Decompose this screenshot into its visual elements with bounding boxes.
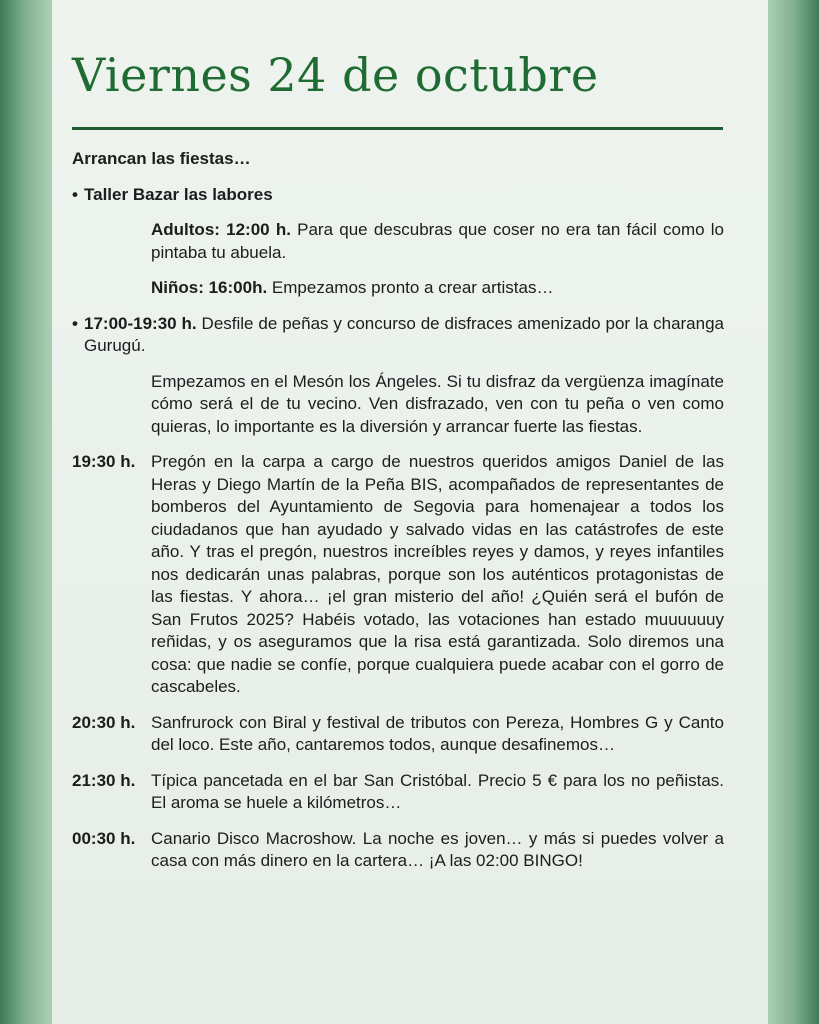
desfile-item: [72, 313, 724, 358]
taller-label: Taller Bazar las labores: [84, 184, 273, 204]
intro-text: Arrancan las fiestas…: [72, 149, 251, 168]
schedule-entry-2030: [72, 712, 724, 757]
taller-ninos: [72, 277, 724, 300]
schedule-entry-1930: [72, 451, 724, 699]
desfile-detail: Empezamos en el Mesón los Ángeles. Si tu disfraz da vergüenza imagínate cómo será el de tu vecino. Ven disfrazado, ven con tu peña o ven como quieras, lo importante es la diversión y arrancar fuerte las fiestas.: [151, 371, 724, 436]
schedule-entry-2130: [72, 770, 724, 815]
ninos-text: Empezamos pronto a crear artistas…: [267, 278, 554, 297]
ninos-label: Niños: 16:00h.: [151, 278, 268, 297]
program-page: [52, 0, 768, 1024]
adultos-text: Para que descubras que coser no era tan fácil como lo pintaba tu abuela.: [151, 220, 724, 262]
entry-text: Sanfrurock con Biral y festival de tributos con Pereza, Hombres G y Canto del loco. Este año, cantaremos todos, aunque desafinemos…: [151, 712, 724, 754]
title-divider: [72, 127, 723, 130]
entry-time: 20:30 h.: [72, 712, 136, 732]
desfile-text: 17:00-19:30 h. Desfile de peñas y concurso de disfraces amenizado por la charanga Gurugú.: [84, 313, 725, 355]
entry-time: 21:30 h.: [72, 770, 136, 790]
bullet-icon: •: [72, 313, 78, 333]
taller-item: [72, 184, 724, 207]
schedule-entry-0030: [72, 828, 724, 873]
program-content: [72, 148, 724, 873]
desfile-time: 17:00-19:30 h.: [84, 313, 197, 333]
taller-adultos: [72, 219, 724, 264]
adultos-label: Adultos: 12:00 h.: [151, 220, 291, 239]
entry-time: 00:30 h.: [72, 828, 136, 848]
entry-text: Típica pancetada en el bar San Cristóbal. Precio 5 € para los no peñistas. El aroma se huele a kilómetros…: [151, 770, 724, 812]
entry-text: Canario Disco Macroshow. La noche es joven… y más si puedes volver a casa con más dinero en la cartera… ¡A las 02:00 BINGO!: [151, 828, 724, 870]
entry-time: 19:30 h.: [72, 452, 136, 471]
entry-text: Pregón en la carpa a cargo de nuestros queridos amigos Daniel de las Heras y Diego Martín de la Peña BIS, acompañados de representantes de bomberos del Ayuntamiento de Segovia para homenajear a todos los ciudadanos que han ayudado y salvado vidas en las catástrofes de este año. Y tras el pregón, nuestros increíbles reyes y damos, y reyes infantiles nos dedicarán unas palabras, porque son los auténticos protagonistas de las fiestas. Y ahora… ¡el gran misterio del año! ¿Quién será el bufón de San Frutos 2025? Habéis votado, las votaciones han estado muuuuuuy reñidas, y os aseguramos que la risa está garantizada. Solo diremos una cosa: que nadie se confíe, porque cualquiera puede acabar con el gorro de cascabeles.: [151, 452, 724, 696]
page-title: Viernes 24 de octubre: [72, 48, 599, 102]
bullet-icon: •: [72, 184, 78, 204]
